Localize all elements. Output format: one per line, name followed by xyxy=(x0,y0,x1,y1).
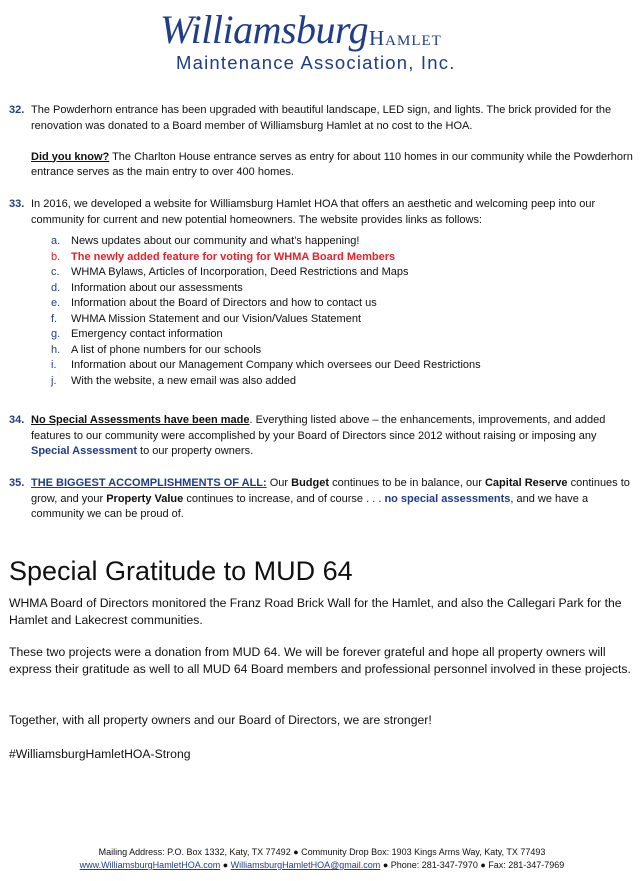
gratitude-paragraph-1: WHMA Board of Directors monitored the Franz Road Brick Wall for the Hamlet, and also the Callegari Park for the Hamlet and Lakecrest communities. xyxy=(9,596,622,627)
list-item: h. A list of phone numbers for our schools xyxy=(51,343,262,356)
website-links-list xyxy=(31,234,634,389)
hashtag: #WilliamsburgHamletHOA-Strong xyxy=(9,747,191,761)
did-you-know-paragraph xyxy=(31,150,634,181)
list-item: c. WHMA Bylaws, Articles of Incorporation, Deed Restrictions and Maps xyxy=(51,266,409,278)
letterhead-script-name: Williamsburg xyxy=(160,7,369,52)
footer xyxy=(0,846,644,872)
list-item: i. Information about our Management Company which oversees our Deed Restrictions xyxy=(51,359,481,371)
item-33 xyxy=(9,197,634,389)
list-item: e. Information about the Board of Directors and how to contact us xyxy=(51,297,377,309)
letterhead-hamlet: Hamlet xyxy=(369,26,442,50)
list-item: a. News updates about our community and what’s happening! xyxy=(51,235,360,247)
item-32 xyxy=(9,103,634,181)
letterhead-subtitle: Maintenance Association, Inc. xyxy=(176,52,456,73)
list-item: d. Information about our assessments xyxy=(51,281,243,294)
item-34-text: No Special Assessments have been made. Everything listed above – the enhancements, improvements, and added features to our community were accomplished by your Board of Directors since 2012 without raising or imposing any Special Assessment to our property owners. xyxy=(31,414,606,457)
gratitude-paragraph-2: These two projects were a donation from MUD 64. We will be forever grateful and hope all property owners will express their gratitude as well to all MUD 64 Board members and professional personnel involved in these projects. xyxy=(9,645,631,676)
item-35 xyxy=(9,476,634,523)
website-link[interactable]: www.WilliamsburgHamletHOA.com xyxy=(79,860,221,870)
item-32-text: The Powderhorn entrance has been upgraded with beautiful landscape, LED sign, and lights. The brick provided for the renovation was donated to a Board member of Williamsburg Hamlet at no cost to the HOA. xyxy=(31,104,612,132)
item-33-text: In 2016, we developed a website for Williamsburg Hamlet HOA that offers an aesthetic and welcoming peep into our community for current and new potential homeowners. The website provides links as follows: xyxy=(31,198,596,226)
section-title: Special Gratitude to MUD 64 xyxy=(9,556,353,586)
item-number: 34. xyxy=(9,414,25,426)
gratitude-paragraph-3: Together, with all property owners and our Board of Directors, we are stronger! xyxy=(9,713,432,727)
item-number: 35. xyxy=(9,477,25,489)
did-you-know-text: The Charlton House entrance serves as entry for about 110 homes in our community while the Powderhorn entrance serves as the main entry to over 400 homes. xyxy=(31,150,633,178)
item-34 xyxy=(9,413,634,460)
list-item: f. WHMA Mission Statement and our Vision/Values Statement xyxy=(51,312,362,325)
letterhead xyxy=(0,4,644,74)
list-item: j. With the website, a new email was also added xyxy=(51,374,297,387)
phone-fax: ● Phone: 281-347-7970 ● Fax: 281-347-7969 xyxy=(380,860,565,870)
item-number: 33. xyxy=(9,198,25,210)
did-you-know-label: Did you know? xyxy=(31,150,110,163)
item-35-text: THE BIGGEST ACCOMPLISHMENTS OF ALL: Our Budget continues to be in balance, our Capital Reserve continues to grow, and your Property Value continues to increase, and of course . . . no special assessments, and we have a community we can be proud of. xyxy=(31,477,630,520)
footer-address: Mailing Address: P.O. Box 1332, Katy, TX 77492 ● Community Drop Box: 1903 Kings Arms Way, Katy, TX 77493 xyxy=(98,847,546,857)
list-item-voting: b. The newly added feature for voting for WHMA Board Members xyxy=(51,250,396,263)
list-item: g. Emergency contact information xyxy=(51,328,223,340)
footer-contacts: www.WilliamsburgHamletHOA.com ● WilliamsburgHamletHOA@gmail.com ● Phone: 281-347-7970 ● Fax: 281-347-7969 xyxy=(79,860,565,870)
item-number: 32. xyxy=(9,104,25,116)
email-link[interactable]: WilliamsburgHamletHOA@gmail.com xyxy=(230,860,381,870)
